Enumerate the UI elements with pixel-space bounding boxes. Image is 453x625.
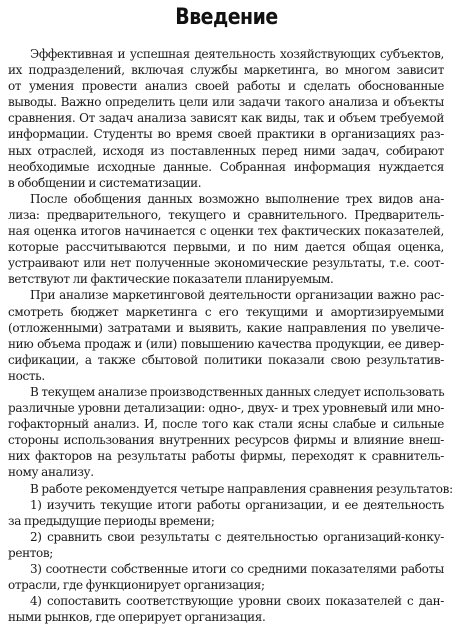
text-line: выводы. Важно определить цели или задачи такого анализа и объекты: [8, 95, 444, 110]
text-line: ная оценка итогов начинается с оценки тех фактических показателей,: [8, 224, 444, 239]
text-line: ветствуют ли фактические показатели планируемым.: [8, 272, 334, 287]
text-line: При анализе маркетинговой деятельности организации важно рас-: [30, 288, 444, 303]
text-line: стороны использования внутренних ресурсов фирмы и влияние внеш-: [8, 433, 444, 448]
text-line: ность.: [8, 368, 45, 383]
text-line: гофакторный анализ. И, после того как стали ясны слабые и сильные: [8, 417, 444, 432]
paragraph-4: [8, 384, 444, 481]
paragraph-5: [8, 481, 453, 497]
text-line: за предыдущие периоды времени;: [8, 513, 215, 528]
text-line: Эффективная и успешная деятельность хозяйствующих субъектов,: [30, 47, 444, 61]
text-line: сификации, а также сбытовой политики показали свою результатив-: [8, 352, 444, 367]
text-line: их подразделений, включая службы маркетинга, во многом зависит: [8, 63, 444, 78]
text-line: ными рынков, где оперирует организация.: [8, 610, 266, 625]
text-line: информации. Студенты во время своей практики в организациях раз-: [8, 127, 444, 142]
body-text: [8, 46, 453, 625]
text-line: которые рассчитываются первыми, и по ним дается общая оценка,: [8, 240, 444, 255]
paragraph-3: [8, 287, 444, 384]
text-line: (отложенными) затратами и выявить, какие направления по увеличе-: [8, 320, 444, 335]
text-line: ному анализу.: [8, 465, 94, 480]
text-line: устраивают или нет полученные экономические результаты, т.е. соот-: [8, 256, 444, 271]
text-line: 2) сравнить свои результаты с деятельностью организаций-конку-: [30, 529, 444, 544]
page-title: Введение: [175, 5, 278, 30]
text-line: 3) соотнести собственные итоги со средними показателями работы: [30, 562, 444, 576]
text-line: в обобщении и систематизации.: [8, 175, 202, 190]
paragraph-1: [8, 46, 444, 191]
text-line: После обобщения данных возможно выполнение трех видов ана-: [30, 191, 444, 206]
text-line: от умения провести анализ своей работы и сделать обоснованные: [8, 79, 444, 94]
text-line: лиза: предварительного, текущего и сравнительного. Предваритель-: [8, 207, 444, 222]
text-line: В работе рекомендуется четыре направления сравнения результатов:: [30, 481, 453, 496]
text-line: рентов;: [8, 545, 53, 560]
text-line: них факторов на результаты работы фирмы, переходят к сравнитель-: [8, 449, 444, 464]
text-line: нию объема продаж и (или) повышению качества продукции, ее дивер-: [8, 336, 444, 351]
list-item-1: [8, 497, 444, 529]
text-line: 1) изучить текущие итоги работы организации, и ее деятельность: [30, 497, 444, 512]
list-item-4: [8, 593, 444, 625]
text-line: необходимые исходные данные. Собранная информация нуждается: [8, 159, 444, 174]
text-line: В текущем анализе производственных данных следует использовать: [30, 384, 445, 399]
text-line: смотреть бюджет маркетинга с его текущими и амортизируемыми: [8, 304, 444, 319]
text-line: 4) сопоставить соответствующие уровни своих показателей с дан-: [30, 594, 444, 609]
text-line: различные уровни детализации: одно-, двух- и трех уровневый или мно-: [8, 401, 444, 416]
text-line: сравнения. От задач анализа зависят как виды, так и объем требуемой: [8, 111, 444, 126]
paragraph-2: [8, 191, 444, 288]
list-item-3: [8, 561, 444, 593]
text-line: отрасли, где функционирует организация;: [8, 578, 265, 593]
text-line: ных отраслей, исходя из поставленных перед ними задач, собирают: [8, 143, 444, 158]
list-item-2: [8, 529, 444, 561]
